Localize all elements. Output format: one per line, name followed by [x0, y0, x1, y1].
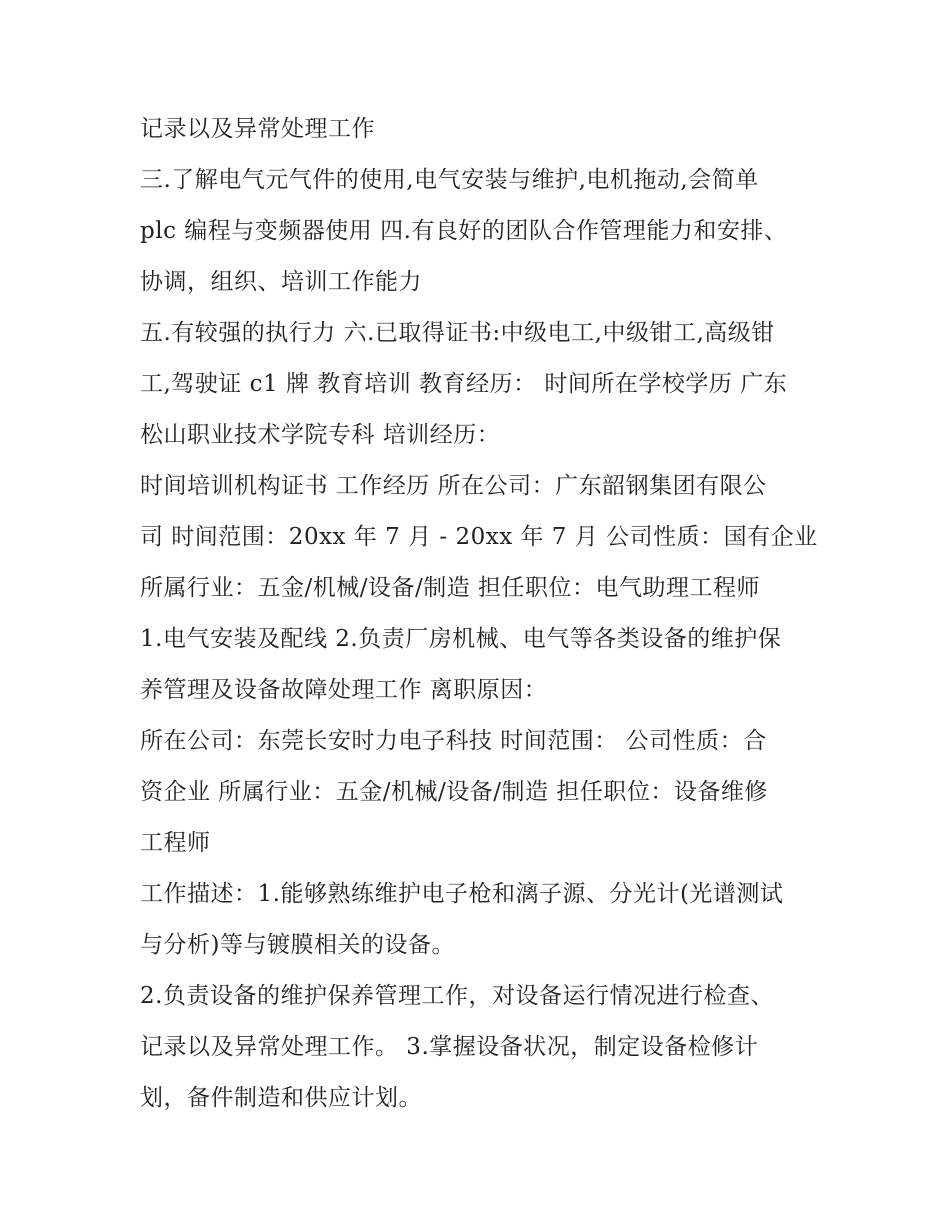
- text-line: 工程师: [140, 830, 211, 856]
- text-line: 所属行业：五金/机械/设备/制造 担任职位：电气助理工程师: [140, 575, 761, 601]
- text-line: 时间培训机构证书 工作经历 所在公司：广东韶钢集团有限公: [140, 473, 767, 499]
- text-line: 养管理及设备故障处理工作 离职原因：: [140, 677, 548, 703]
- text-line: 2.负责设备的维护保养管理工作，对设备运行情况进行检查、: [140, 983, 774, 1009]
- text-line: 1.电气安装及配线 2.负责厂房机械、电气等各类设备的维护保: [140, 626, 782, 652]
- text-line: 记录以及异常处理工作。 3.掌握设备状况，制定设备检修计: [140, 1034, 759, 1060]
- text-line: 工作描述：1.能够熟练维护电子枪和漓子源、分光计(光谱测试: [140, 881, 784, 907]
- text-line: 协调，组织、培训工作能力: [140, 269, 422, 295]
- text-line: 划，备件制造和供应计划。: [140, 1085, 422, 1111]
- text-line: 所在公司：东莞长安时力电子科技 时间范围： 公司性质：合: [140, 728, 767, 754]
- text-line: 资企业 所属行业：五金/机械/设备/制造 担任职位：设备维修: [140, 779, 768, 805]
- text-line: 工,驾驶证 c1 牌 教育培训 教育经历： 时间所在学校学历 广东: [140, 371, 788, 397]
- text-line: 五.有较强的执行力 六.已取得证书:中级电工,中级钳工,高级钳: [140, 320, 775, 346]
- text-line: 三.了解电气元气件的使用,电气安装与维护,电机拖动,会简单: [140, 167, 759, 193]
- text-line: 松山职业技术学院专科 培训经历：: [140, 422, 501, 448]
- text-line: 司 时间范围：20xx 年 7 月 - 20xx 年 7 月 公司性质：国有企业: [140, 524, 818, 550]
- document-body: [140, 104, 830, 1124]
- text-line: 记录以及异常处理工作: [140, 116, 375, 142]
- text-line: 与分析)等与镀膜相关的设备。: [140, 932, 455, 958]
- text-line: plc 编程与变频器使用 四.有良好的团队合作管理能力和安排、: [140, 218, 788, 244]
